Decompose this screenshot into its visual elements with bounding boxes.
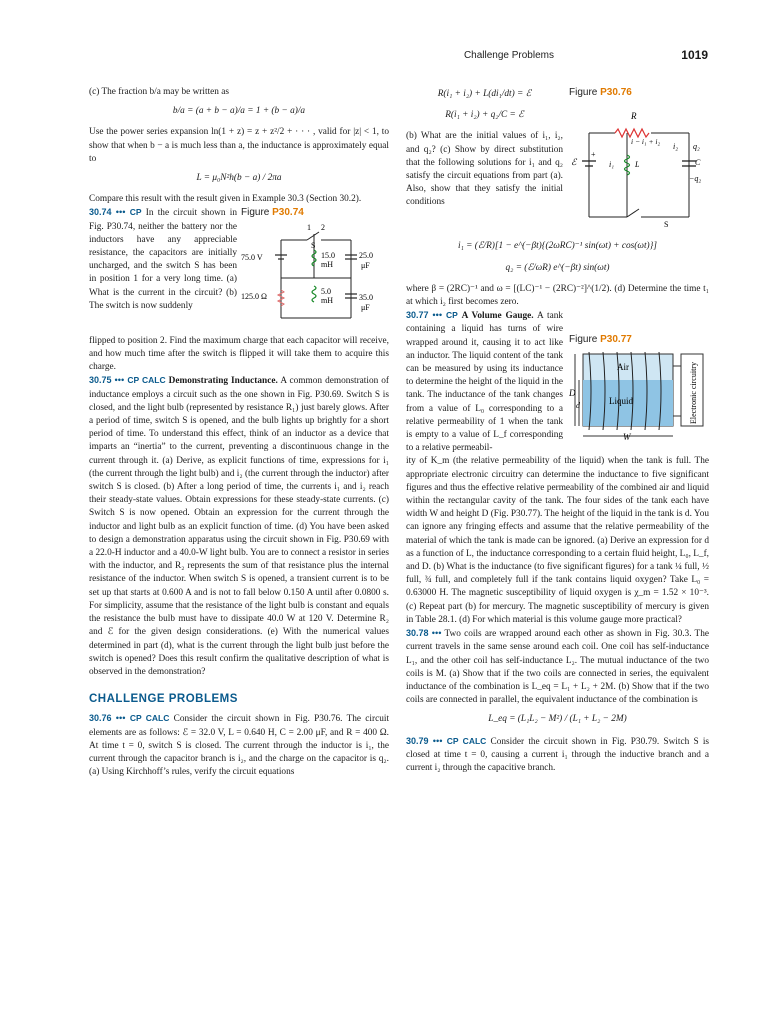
problem-text: flipped to position 2. Find the maximum charge that each capacitor will receive, and how much time after the switch is flipped it will take them to acquire this charge. [89, 335, 389, 373]
air-label: Air [617, 362, 629, 373]
difficulty-dots: ••• [432, 736, 443, 747]
figure-p30-76 [569, 86, 709, 234]
inductor1-unit: mH [321, 259, 333, 269]
paragraph: (c) The fraction b/a may be written as [89, 87, 229, 97]
problem-30-77 [406, 309, 709, 455]
problem-30-78 [406, 627, 709, 707]
problem-number: 30.78 [406, 628, 429, 639]
difficulty-dots: ••• [431, 629, 442, 640]
problem-30-75 [89, 374, 389, 679]
figure-prefix: Figure [241, 207, 270, 219]
problem-text: Two coils are wrapped around each other as shown in Fig. 30.3. The current travels in the same sense around each coil. One coil has self-inductance L₁, and the other coil has self-inductance L₂. The mutual inductance of the two coils is M. (a) Show that if the two coils are connected in series, the equivalent inductance of the combination is L_eq = L₁ + L₂ + 2M. (b) Show that if the two coils are connected in parallel, the equivalent inductance of the combination is [406, 629, 709, 706]
switch-pos1: 1 [307, 222, 311, 232]
height-d-label: d [576, 401, 580, 411]
difficulty-dots: ••• [432, 311, 443, 322]
height-D-label: D [569, 388, 576, 399]
problem-number: 30.75 [89, 375, 112, 386]
running-header: Challenge Problems [463, 50, 554, 61]
equation: i₁ = (ℰ/R)[1 − e^(−βt){(2ωRC)⁻¹ sin(ωt) + cos(ωt)}] [458, 241, 657, 252]
plus-label: + [591, 150, 596, 160]
width-W-label: W [623, 432, 631, 443]
paragraph: where β = (2RC)⁻¹ and ω = [(LC)⁻¹ − (2RC)⁻²]^(1/2). (d) Determine the time t₁ at which i₂ first becomes zero. [406, 283, 709, 308]
inductor2-unit: mH [321, 295, 333, 305]
problem-30-74 [89, 206, 389, 334]
figure-prefix: Figure [569, 87, 598, 98]
equation: b/a = (a + b − a)/a = 1 + (b − a)/a [172, 106, 306, 117]
equation: R(i₁ + i₂) + q₂/C = ℰ [445, 110, 524, 121]
resistor-label: 125.0 Ω [241, 291, 267, 301]
circuit-diagram [241, 220, 389, 330]
difficulty-dots: ••• [114, 376, 125, 387]
inductor1-value: 15.0 [321, 250, 335, 260]
figure-p30-77 [569, 333, 709, 455]
problem-number: 30.76 [89, 713, 112, 724]
problem-number: 30.77 [406, 310, 429, 321]
problem-text: ity of K_m (the relative permeability of the liquid) when the tank is full. The appropriate electronic circuitry can determine the inductance to five significant figures and thus the effective relative permeability of the combined air and liquid within the rectangular cavity of the tank. The four sides of the tank each have width W and height D (Fig. P30.77). The height of the liquid in the tank is d. You can ignore any fringing effects and assume that the relative permeability of the material of which the tank is made can be ignored. (a) Derive an expression for d as a function of L, the inductance corresponding to a certain fluid height, L₀, L_f, and D. (b) What is the inductance (to five significant figures) for a tank ¼ full, ½ full, ¾ full, and completely full if the tank contains liquid oxygen? Take L₀ = 0.63000 H. The magnetic susceptibility of liquid oxygen is χ_m = 1.52 × 10⁻³. (c) Repeat part (b) for mercury. The magnetic susceptibility of mercury is given in Table 28.1. (d) For which material is this volume gauge more practical? [406, 456, 709, 625]
switch-label: S [664, 220, 669, 230]
electronic-label: Electronic circuitry [689, 362, 698, 425]
right-column [406, 86, 709, 775]
resistor-label: R [631, 111, 637, 122]
problem-text: In the circuit shown in Fig. P30.74, neither the battery nor the inductors have any appreciable resistance, the capacitors are initially uncharged, and the switch S has been in position 1 for a very long time. (a) What is the current in the circuit? (b) The switch is now suddenly [89, 208, 237, 311]
problem-30-79 [406, 735, 709, 776]
problem-tag: CP CALC [129, 713, 170, 724]
problem-tag: CP [445, 310, 458, 321]
problem-text: A tank containing a liquid has turns of wire wrapped around it, causing it to act like an inductor. The liquid content of the tank can be measured by using its inductance to determine the height of the liquid in the tank. The inductance of the tank changes from a value of L₀ corresponding to a relative permeability of 1 when the tank is empty to a value of L_f corresponding to a relative permeabil- [406, 311, 564, 454]
figure-prefix: Figure [569, 334, 598, 346]
figure-id: P30.77 [600, 334, 632, 346]
capacitor1-value: 25.0 [359, 250, 373, 260]
figure-id: P30.74 [272, 207, 304, 219]
paragraph: (b) What are the initial values of i₁, i₂, and q₂? (c) Show by direct substitution that the following solutions for i₁ and q₂ satisfy the circuit equations from part (a). Also, show that they satisfy the initial conditions [406, 131, 563, 208]
circuit-diagram [569, 99, 709, 229]
switch-pos2: 2 [321, 222, 325, 232]
tank-diagram [569, 346, 709, 442]
i1-label: i₁ [609, 160, 615, 170]
voltage-label: 75.0 V [241, 252, 263, 262]
difficulty-dots: ••• [115, 714, 126, 725]
q2-label: q₂ [693, 142, 700, 152]
capacitor2-value: 35.0 [359, 292, 373, 302]
equation: R(i₁ + i₂) + L(di₁/dt) = ℰ [437, 89, 532, 99]
capacitor1-unit: μF [361, 260, 370, 270]
problem-text: Consider the circuit shown in Fig. P30.76. The circuit elements are as follows: ℰ = 32.0 V, L = 0.640 H, C = 2.00 μF, and R = 400 Ω. At time t = 0, switch S is closed. The current through the inductor is i₁, the current through the capacitor branch is i₂, and the charge on the capacitor is q₂. (a) Using Kirchhoff’s rules, verify the circuit equations [89, 714, 390, 778]
difficulty-dots: ••• [115, 208, 126, 219]
i2-label: i₂ [673, 142, 679, 152]
emf-label: ℰ [571, 157, 577, 168]
problem-tag: CP [129, 207, 142, 218]
problem-number: 30.74 [89, 207, 112, 218]
problem-30-76 [89, 712, 389, 779]
equation: q₂ = (ℰ/ωR) e^(−βt) sin(ωt) [505, 262, 610, 273]
problem-text: Consider the circuit shown in Fig. P30.79. Switch S is closed at time t = 0, causing a current i₁ through the inductive branch and a current i₂ through the capacitive branch. [406, 736, 710, 773]
liquid-label: Liquid [609, 396, 633, 407]
equation: L_eq = (L₁L₂ − M²) / (L₁ + L₂ − 2M) [488, 714, 627, 725]
neg-q2-label: −q₂ [689, 174, 702, 184]
page-number: 1019 [681, 48, 708, 62]
problem-title: A Volume Gauge. [461, 311, 534, 322]
switch-label: S [311, 240, 316, 250]
problem-title: Demonstrating Inductance. [168, 376, 278, 387]
problem-number: 30.79 [406, 735, 429, 746]
inductor2-value: 5.0 [321, 286, 331, 296]
figure-p30-74 [241, 206, 389, 334]
problem-tag: CP CALC [127, 375, 166, 386]
problem-text: A common demonstration of inductance employs a circuit such as the one shown in Fig. P30.69. Switch S is closed, and the light bulb (represented by resistance R₁) just barely glows. After a period of time, switch S is opened, and the bulb lights up brightly for a short period of time. To understand this effect, think of an inductor as a device that imparts an “inertia” to the current, preventing a discontinuous change in the current through it. (a) Derive, as explicit functions of time, expressions for i₁ (the current through the light bulb) and i₂ (the current through the inductor) after switch S is closed. (b) After a long period of time, the currents i₁ and i₂ reach their steady-state values. Obtain expressions for these steady-state currents. (c) Switch S is now opened. Obtain an expression for the current through the inductor and light bulb as an explicit function of time. (d) You have been asked to design a demonstration apparatus using the circuit shown in Fig. P30.69 with a 22.0-H inductor and a 40.0-W light bulb. You are to connect a resistor in series with the inductor, and R₂ represents the sum of that resistance plus the internal resistance of the inductor. When switch S is opened, a transient current is to be set up that starts at 0.600 A and is not to fall below 0.150 A until after 0.0800 s. For simplicity, assume that the resistance of the light bulb is constant and equals the resistance the bulb must have to dissipate 40.0 W at 120 V. Determine R₂ and ℰ for the given design considerations. (e) With the numerical values determined in part (d), what is the current through the light bulb just before the switch is opened? Does this result confirm the qualitative description of what is observed in the demonstration? [89, 376, 390, 677]
paragraph: Use the power series expansion ln(1 + z) = z + z²/2 + · · · , valid for |z| < 1, to show that when b − a is much less than a, the inductance is approximately equal to [89, 127, 389, 164]
current-label: i − i₁ + i₂ [631, 137, 661, 147]
figure-id: P30.76 [600, 87, 632, 98]
left-column [89, 86, 389, 779]
problem-tag: CP CALC [446, 735, 487, 746]
capacitor-label: C [695, 158, 701, 168]
paragraph: Compare this result with the result given in Example 30.3 (Section 30.2). [89, 194, 362, 205]
equation: L = μ₀N²h(b − a) / 2πa [196, 173, 282, 184]
section-heading: CHALLENGE PROBLEMS [89, 693, 238, 706]
inductor-label: L [635, 160, 640, 170]
capacitor2-unit: μF [361, 302, 370, 312]
